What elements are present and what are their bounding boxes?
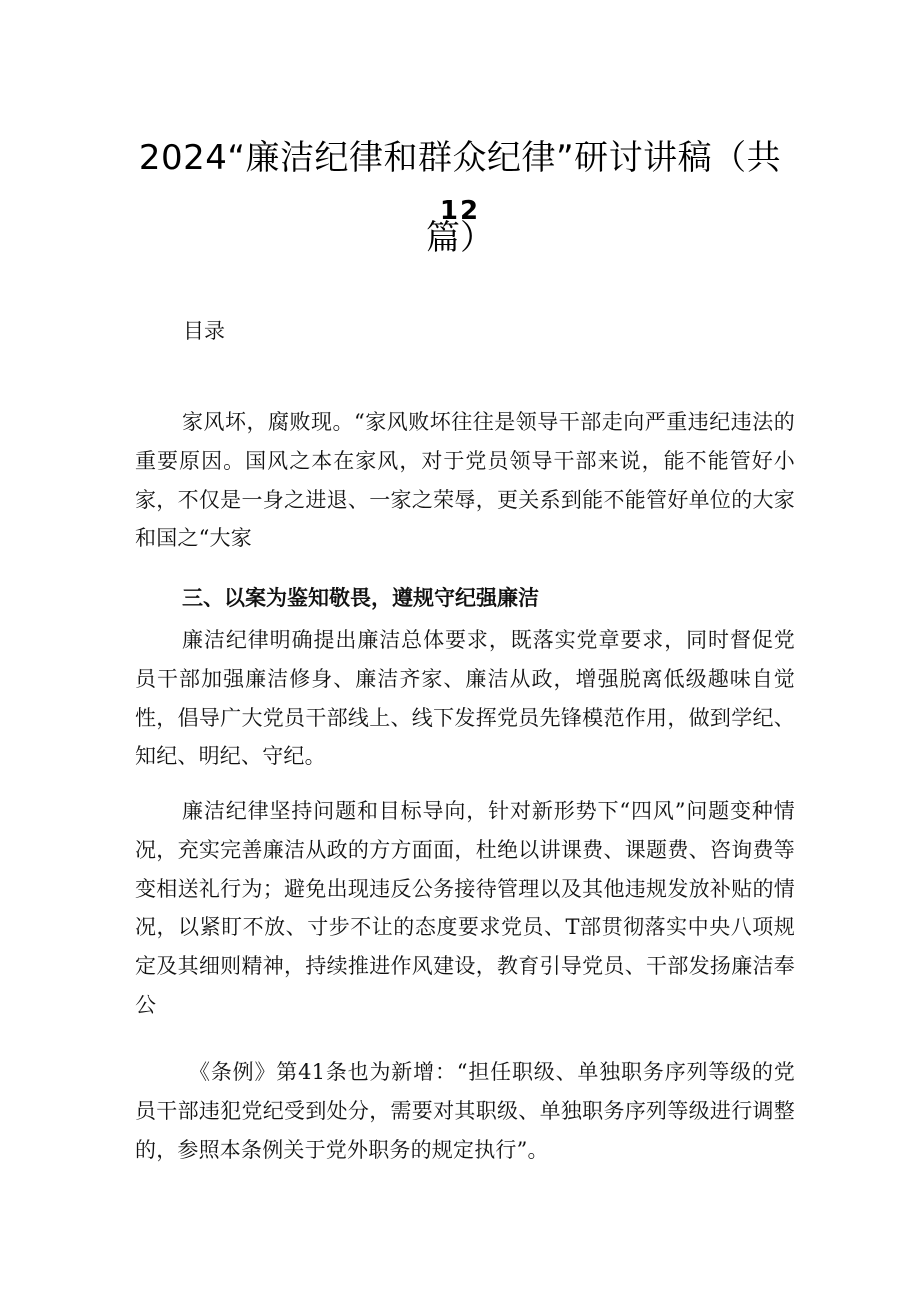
document-title-line-2: 12: [439, 196, 481, 226]
paragraph-problem-orientation: 廉洁纪律坚持问题和目标导向，针对新形势下“四风”问题变种情况，充实完善廉洁从政的方方面面，杜绝以讲课费、课题费、咨询费等变相送礼行为；避免出现违反公务接待管理以及其他违规发放补贴的情况，以紧盯不放、寸步不让的态度要求党员、T部贯彻落实中央八项规定及其细则精神，持续推进作风建设，教育引导党员、干部发扬廉洁奉公: [135, 799, 795, 1017]
paragraph-article-41: 《条例》第41条也为新增：“担任职级、单独职务序列等级的党员干部违犯党纪受到处分，需要对其职级、单独职务序列等级进行调整的，参照本条例关于党外职务的规定执行”。: [135, 1060, 795, 1162]
document-title-line-1: 2024“廉洁纪律和群众纪律”研讨讲稿（共: [138, 138, 782, 178]
table-of-contents-label: 目录: [183, 319, 225, 343]
document-title-line-3: 篇）: [426, 218, 494, 258]
section-heading: 三、以案为鉴知敬畏，遵规守纪强廉洁: [182, 586, 539, 610]
paragraph-integrity-requirements: 廉洁纪律明确提出廉洁总体要求，既落实党章要求，同时督促党员干部加强廉洁修身、廉洁齐家、廉洁从政，增强脱离低级趣味自觉性，倡导广大党员干部线上、线下发挥党员先锋模范作用，做到学纪、知纪、明纪、守纪。: [135, 628, 795, 769]
paragraph-family-style: 家风坏，腐败现。“家风败坏往往是领导干部走向严重违纪违法的重要原因。国风之本在家风，对于党员领导干部来说，能不能管好小家，不仅是一身之进退、一家之荣辱，更关系到能不能管好单位的大家和国之“大家: [135, 410, 795, 551]
